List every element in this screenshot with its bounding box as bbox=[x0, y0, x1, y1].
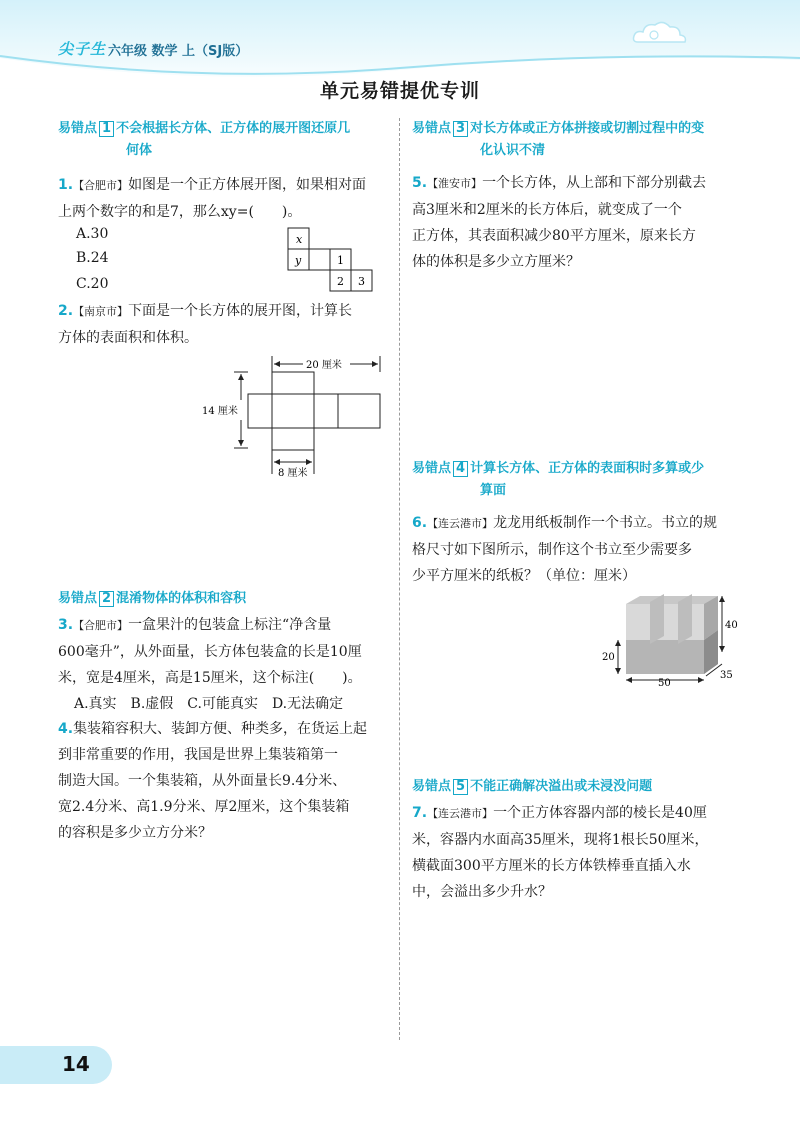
city-tag: 【连云港市】 bbox=[427, 517, 494, 530]
question-text: 到非常重要的作用，我国是世界上集装箱第一 bbox=[58, 747, 338, 763]
cloud-icon bbox=[630, 18, 690, 48]
question-text: 一个长方体，从上部和下部分别截去 bbox=[482, 175, 707, 191]
question-number: 1. bbox=[58, 177, 74, 193]
question-text: 宽2.4分米、高1.9分米、厚2厘米，这个集装箱 bbox=[58, 799, 350, 815]
dim-inner: 20 bbox=[602, 652, 615, 663]
question-text: 高3厘米和2厘米的长方体后，就变成了一个 bbox=[412, 202, 682, 218]
question-text: 龙龙用纸板制作一个书立。书立的规 bbox=[493, 515, 718, 531]
section-heading-2 bbox=[58, 588, 246, 610]
page-number-tab bbox=[0, 1046, 112, 1084]
dim-top: 20 厘米 bbox=[306, 360, 342, 371]
question-6 bbox=[412, 510, 717, 589]
section-heading-1 bbox=[58, 118, 350, 162]
question-number: 4. bbox=[58, 721, 74, 737]
question-number: 2. bbox=[58, 303, 74, 319]
section-heading-5 bbox=[412, 776, 652, 798]
question-number: 7. bbox=[412, 805, 428, 821]
page-number: 14 bbox=[62, 1052, 90, 1076]
question-5 bbox=[412, 170, 706, 275]
question-7 bbox=[412, 800, 709, 905]
city-tag: 【合肥市】 bbox=[73, 619, 129, 632]
question-text: 方体的表面积和体积。 bbox=[58, 330, 198, 346]
question-text: 体的体积是多少立方厘米？ bbox=[412, 254, 580, 270]
option-c: C.20 bbox=[76, 276, 109, 292]
section-number: 5 bbox=[453, 779, 468, 795]
section-number: 4 bbox=[453, 461, 468, 477]
page-title: 单元易错提优专训 bbox=[319, 80, 480, 102]
question-text: 正方体，其表面积减少80平方厘米，原来长方 bbox=[412, 228, 696, 244]
cell-3: 3 bbox=[358, 275, 365, 288]
dim-length: 50 bbox=[658, 678, 671, 686]
question-text: 横截面300平方厘米的长方体铁棒垂直插入水 bbox=[412, 858, 691, 874]
section-text-cont: 何体 bbox=[126, 143, 153, 158]
dim-width: 35 bbox=[720, 670, 733, 681]
question-number: 5. bbox=[412, 175, 428, 191]
question-2 bbox=[58, 298, 352, 351]
question-1 bbox=[58, 172, 366, 225]
city-tag: 【连云港市】 bbox=[427, 807, 494, 820]
section-prefix: 易错点 bbox=[58, 591, 98, 606]
section-prefix: 易错点 bbox=[412, 779, 452, 794]
brand-logo: 尖子生 bbox=[58, 40, 107, 58]
section-text: 不会根据长方体、正方体的展开图还原几 bbox=[116, 121, 351, 136]
cell-1: 1 bbox=[337, 254, 344, 267]
question-text: 一个正方体容器内部的棱长是40厘 bbox=[493, 805, 707, 821]
question-options: A.真实 B.虚假 C.可能真实 D.无法确定 bbox=[74, 696, 344, 712]
question-3 bbox=[58, 612, 362, 717]
section-prefix: 易错点 bbox=[412, 461, 452, 476]
city-tag: 【淮安市】 bbox=[427, 177, 483, 190]
section-text-cont: 化认识不清 bbox=[480, 143, 546, 158]
question-text: 上两个数字的和是7，那么xy=( )。 bbox=[58, 204, 302, 220]
question-text: 制造大国。一个集装箱，从外面量长9.4分米、 bbox=[58, 773, 347, 789]
dim-height: 40 bbox=[725, 620, 738, 631]
section-text: 不能正确解决溢出或未浸没问题 bbox=[470, 779, 653, 794]
dim-left: 14 厘米 bbox=[202, 406, 238, 417]
question-4 bbox=[58, 716, 367, 846]
question-text: 的容积是多少立方分米？ bbox=[58, 825, 212, 841]
city-tag: 【合肥市】 bbox=[73, 179, 129, 192]
option-b: B.24 bbox=[76, 250, 109, 266]
cube-net-diagram bbox=[280, 226, 380, 292]
section-text-cont: 算面 bbox=[480, 483, 507, 498]
section-prefix: 易错点 bbox=[412, 121, 452, 136]
option-a: A.30 bbox=[76, 226, 109, 242]
section-prefix: 易错点 bbox=[58, 121, 98, 136]
section-heading-3 bbox=[412, 118, 704, 162]
question-text: 米，容器内水面高35厘米，现将1根长50厘米， bbox=[412, 832, 709, 848]
question-text: 集装箱容积大、装卸方便、种类多，在货运上起 bbox=[73, 721, 368, 737]
book-label: 六年级 数学 上（SJ版） bbox=[108, 44, 249, 59]
section-number: 2 bbox=[99, 591, 114, 607]
section-text: 计算长方体、正方体的表面积时多算或少 bbox=[470, 461, 705, 476]
city-tag: 【南京市】 bbox=[73, 305, 129, 318]
cell-x: x bbox=[296, 233, 303, 246]
cell-y: y bbox=[295, 254, 302, 267]
question-text: 600毫升”，从外面量，长方体包装盒的长是10厘 bbox=[58, 644, 362, 660]
section-heading-4 bbox=[412, 458, 704, 502]
bookend-diagram bbox=[594, 592, 744, 686]
question-text: 中，会溢出多少升水？ bbox=[412, 884, 552, 900]
question-text: 下面是一个长方体的展开图，计算长 bbox=[128, 303, 353, 319]
question-text: 格尺寸如下图所示，制作这个书立至少需要多 bbox=[412, 542, 692, 558]
question-text: 少平方厘米的纸板？（单位：厘米） bbox=[412, 568, 636, 584]
question-number: 6. bbox=[412, 515, 428, 531]
question-text: 如图是一个正方体展开图，如果相对面 bbox=[128, 177, 367, 193]
question-text: 一盒果汁的包装盒上标注“净含量 bbox=[128, 617, 332, 633]
section-number: 1 bbox=[99, 121, 114, 137]
cuboid-net-diagram bbox=[200, 352, 390, 482]
section-text: 对长方体或正方体拼接或切割过程中的变 bbox=[470, 121, 705, 136]
section-number: 3 bbox=[453, 121, 468, 137]
column-divider bbox=[399, 118, 400, 1040]
question-number: 3. bbox=[58, 617, 74, 633]
question-text: 米，宽是4厘米，高是15厘米，这个标注( )。 bbox=[58, 670, 362, 686]
dim-bottom: 8 厘米 bbox=[278, 468, 308, 479]
section-text: 混淆物体的体积和容积 bbox=[116, 591, 247, 606]
cell-2: 2 bbox=[337, 275, 344, 288]
